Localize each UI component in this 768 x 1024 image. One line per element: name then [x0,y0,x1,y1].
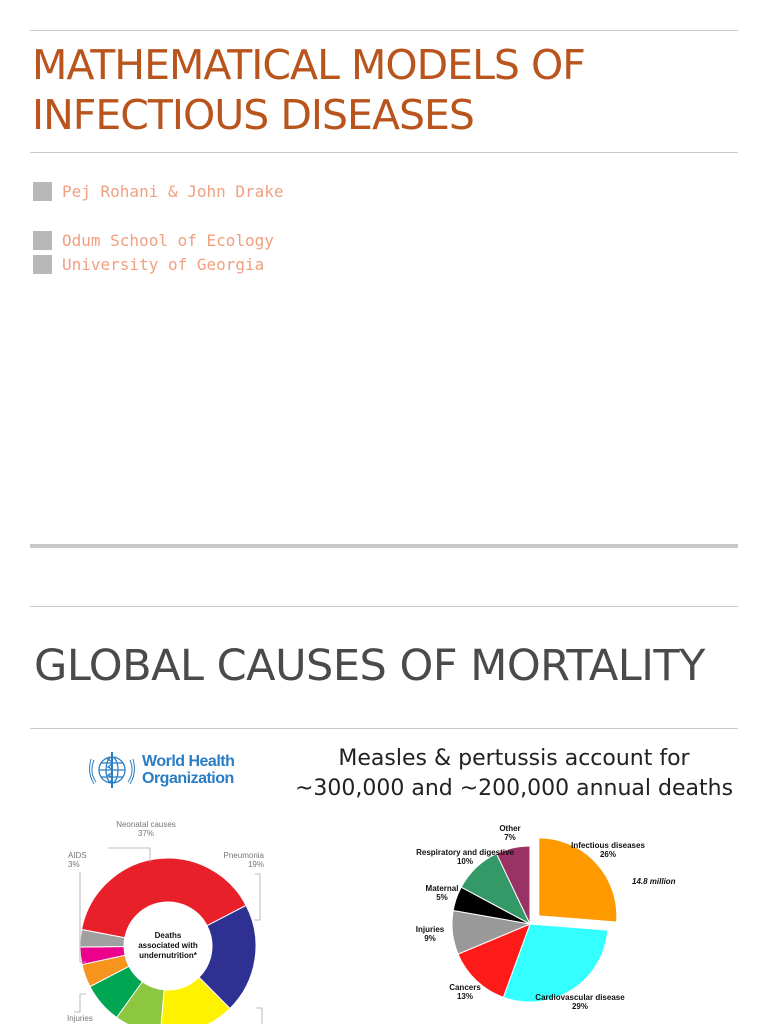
slide2-title-rule [30,728,738,729]
donut-value-pneumonia: 19% [247,860,264,869]
donut-value-aids: 3% [68,860,80,869]
bullet-text: Pej Rohani & John Drake [62,181,284,201]
pie-label-cardiovascular-disease: Cardiovascular disease [535,993,625,1002]
slide1-title-line2: INFECTIOUS DISEASES [32,91,474,139]
measles-note [290,744,738,804]
donut-center-label-line: undernutrition* [139,951,197,960]
measles-note-line1: Measles & pertussis account for [338,746,690,771]
bullet-square-icon [33,231,52,250]
bullet-square-icon [33,255,52,274]
donut-label-pneumonia: Pneumonia [223,851,264,860]
slide1-top-rule [30,30,738,31]
bullet-item-authors [33,181,284,201]
slide1-title-rule [30,152,738,153]
pie-annotation: 14.8 million [632,877,676,886]
bullet-text: Odum School of Ecology [62,230,274,250]
who-logo [86,746,234,794]
slide2-top-rule [30,606,738,607]
pie-label-respiratory-and-digestive: Respiratory and digestive [416,848,514,857]
who-logo-line2: Organization [142,770,234,787]
slide-separator [30,544,738,548]
pie-value-injuries: 9% [424,934,436,943]
pie-value-cardiovascular-disease: 29% [571,1002,589,1011]
donut-label-injuries: Injuries [67,1014,93,1023]
slide1-title [32,40,732,140]
pie-value-cancers: 13% [456,992,474,1001]
who-logo-text [142,753,234,787]
mortality-pie-chart [400,816,730,1024]
pie-value-maternal: 5% [436,893,448,902]
donut-label-neonatal: Neonatal causes [116,820,176,829]
who-emblem-icon [86,746,138,794]
pie-value-infectious-diseases: 26% [599,850,617,859]
bullet-square-icon [33,182,52,201]
measles-note-line2: ~300,000 and ~200,000 annual deaths [294,776,734,801]
pie-label-injuries: Injuries [415,925,445,934]
bullet-text: University of Georgia [62,254,265,274]
pie-value-respiratory-and-digestive: 10% [456,857,474,866]
donut-value-neonatal: 37% [137,829,155,838]
bullet-item-university [33,254,264,274]
donut-center-label-line: associated with [138,941,198,950]
pie-label-maternal: Maternal [425,884,459,893]
donut-center-label-line: Deaths [154,931,182,940]
pie-label-cancers: Cancers [449,983,481,992]
pie-label-other: Other [499,824,521,833]
donut-label-aids: AIDS [68,851,87,860]
pie-label-infectious-diseases: Infectious diseases [571,841,645,850]
slide1-title-line1: MATHEMATICAL MODELS OF [32,41,585,89]
undernutrition-donut-chart [50,816,290,1024]
pie-value-other: 7% [504,833,516,842]
who-logo-line1: World Health [142,753,235,770]
bullet-item-school [33,230,274,250]
slide2-title: GLOBAL CAUSES OF MORTALITY [34,641,705,691]
